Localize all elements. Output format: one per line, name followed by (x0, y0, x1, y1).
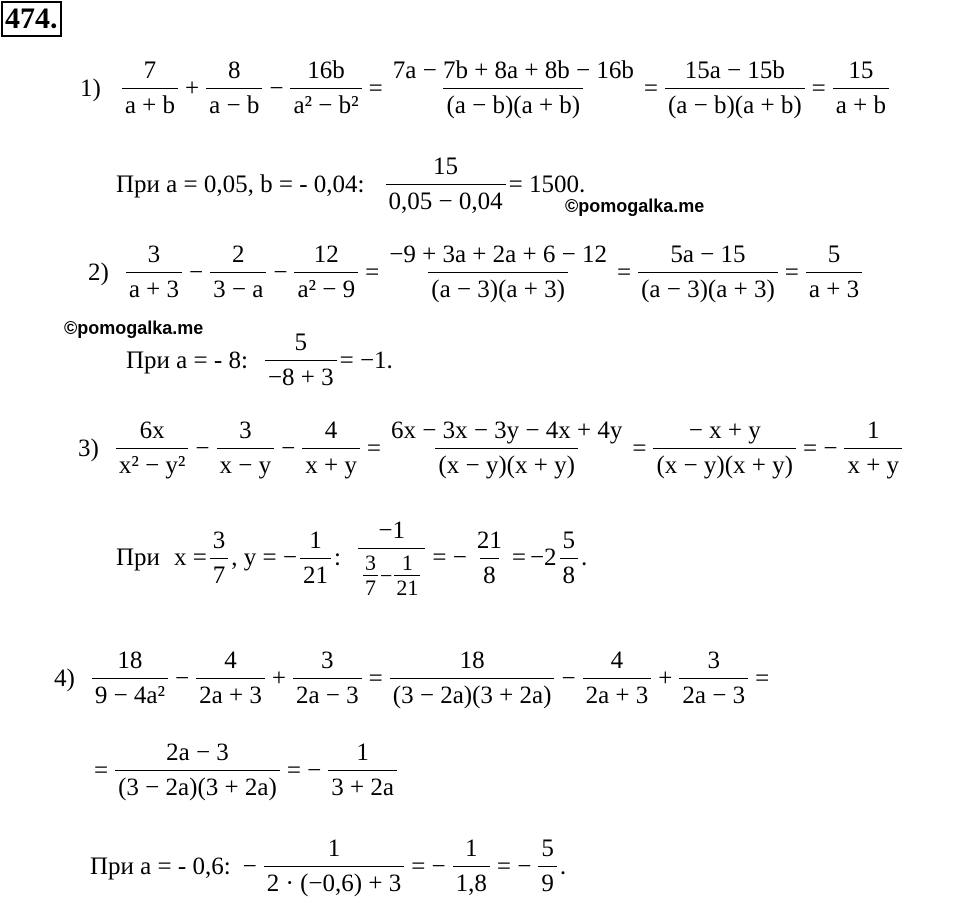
fraction (638, 240, 778, 305)
numerator: 6x − 3x − 3y − 4x + 4y (390, 417, 623, 444)
fraction (265, 328, 337, 393)
numerator: 8 (227, 57, 241, 84)
fraction (115, 738, 280, 803)
item-label: 4) (54, 664, 75, 692)
denominator: (a − 3)(a + 3) (428, 272, 568, 305)
result: = −1. (339, 346, 393, 374)
numerator: 4 (610, 647, 624, 674)
colon: : (334, 544, 341, 571)
denominator: $\frac{3}{7}$ − $\frac{1}{21}$ (358, 548, 425, 600)
fraction (474, 526, 505, 591)
fraction (294, 240, 358, 305)
numerator: 5a − 15 (670, 241, 746, 268)
denominator: a² − b² (290, 88, 361, 121)
numerator: 7a − 7b + 8a + 8b − 16b (392, 57, 634, 84)
fraction (210, 240, 266, 305)
denominator: a + 3 (806, 272, 862, 305)
fraction (653, 416, 796, 481)
numerator: 15a − 15b (684, 57, 785, 84)
fraction (583, 646, 652, 711)
denominator: 7 (364, 575, 376, 600)
denominator: x + y (844, 448, 902, 481)
fraction (328, 738, 397, 803)
problem-3-equation: 3) $\frac{6x}{\text{x² − y²}}$ − $\frac{3}{x - y}$ − $\frac{4}{x + y}$ = $\frac{6x - 3x - 3y - 4x + 4y}{(x - y)(x + y)}$ = $\frac{- x + y}{(x - y)(x + y)}$ = − $\frac{1}{x + y}$ (78, 416, 905, 481)
denominator: 7 (210, 558, 229, 591)
numerator: 7 (143, 57, 157, 84)
denominator: 2 · (−0,6) + 3 (264, 866, 404, 899)
fraction (116, 416, 189, 481)
fraction (290, 56, 361, 121)
denominator: x + y (302, 448, 360, 481)
denominator: a − b (206, 88, 262, 121)
fraction (679, 646, 748, 711)
denominator: x² − y² (116, 448, 189, 481)
y-equals: , y = − (231, 544, 297, 571)
problem-3-evaluation: При x = $\frac{3}{7}$ , y = − $\frac{1}{21}$ : −1 $\frac{3}{7}$ − $\frac{1}{21}$ = − $\frac{21}{8}$ = −2 $\frac{5}{8}$ . (116, 517, 588, 600)
numerator: 3 (147, 241, 161, 268)
problem-1-evaluation (116, 152, 585, 217)
numerator: 1 (401, 550, 413, 575)
numerator: 12 (313, 241, 339, 268)
problem-number: 474. (1, 1, 62, 37)
fraction (560, 526, 579, 591)
fraction (358, 516, 425, 600)
denominator: 8 (560, 558, 579, 591)
numerator: 3 (364, 550, 376, 575)
fraction (196, 646, 265, 711)
numerator: 1 (866, 417, 880, 444)
numerator: 3 (707, 647, 720, 674)
fraction (363, 551, 378, 600)
denominator: a² − 9 (294, 272, 358, 305)
fraction (390, 56, 637, 121)
denominator: 3 + 2a (328, 770, 397, 803)
fraction (806, 240, 862, 305)
numerator: 3 (239, 417, 252, 444)
denominator: (a − 3)(a + 3) (638, 272, 778, 305)
denominator: 21 (396, 575, 419, 600)
numerator: 5 (541, 835, 554, 862)
fraction (388, 416, 625, 481)
denominator: (3 − 2a)(3 + 2a) (390, 678, 555, 711)
problem-2-evaluation (126, 328, 393, 393)
denominator: x − y (217, 448, 275, 481)
x-equals: x = (173, 544, 207, 571)
watermark: ©pomogalka.me (565, 196, 705, 216)
numerator: 1 (309, 526, 322, 554)
denominator: 0,05 − 0,04 (386, 184, 506, 217)
denominator: a + 3 (126, 272, 182, 305)
fraction (453, 834, 490, 899)
item-label: 2) (88, 258, 109, 286)
whole-part: −2 (529, 544, 557, 571)
denominator: 2a − 3 (293, 678, 362, 711)
denominator: 2a + 3 (583, 678, 652, 711)
item-label: 1) (80, 74, 101, 102)
numerator: 2a − 3 (166, 739, 229, 766)
denominator: 9 − 4a² (92, 678, 168, 711)
denominator: 8 (480, 558, 499, 591)
numerator: 6x (139, 417, 165, 444)
numerator: − x + y (688, 417, 761, 444)
numerator: 3 (321, 647, 334, 674)
denominator: a + b (122, 88, 178, 121)
denominator: 3 − a (210, 272, 266, 305)
numerator: 5 (294, 329, 307, 356)
numerator: 15 (848, 57, 874, 84)
fraction (390, 646, 555, 711)
fraction (264, 834, 404, 899)
denominator: a + b (833, 88, 889, 121)
denominator: 2a + 3 (196, 678, 265, 711)
problem-1-equation: 1) $\frac{7}{a + b}$ + $\frac{8}{a - b}$ − $\frac{16b}{\text{a² − b²}}$ = $\frac{7a - 7b + 8a + 8b - 16b}{(a - b)(a + b)}$ = $\frac{15a - 15b}{(a - b)(a + b)}$ = $\frac{15}{a + b}$ (80, 56, 892, 121)
denominator: −8 + 3 (265, 360, 337, 393)
fraction (300, 526, 331, 591)
fraction (126, 240, 182, 305)
denominator: 21 (300, 558, 331, 591)
numerator: 18 (117, 647, 143, 674)
numerator: 1 (465, 835, 478, 862)
fraction (293, 646, 362, 711)
fraction (217, 416, 275, 481)
condition-text: При a = 0,05, b = - 0,04: (116, 170, 365, 198)
fraction (92, 646, 168, 711)
numerator: 1 (356, 739, 369, 766)
condition-text: При a = - 8: (126, 346, 248, 374)
fraction (210, 526, 229, 591)
item-label: 3) (78, 434, 99, 462)
fraction (386, 152, 506, 217)
fraction (394, 551, 420, 600)
denominator: (x − y)(x + y) (653, 448, 796, 481)
numerator: 1 (327, 835, 341, 862)
numerator: 16b (307, 57, 345, 84)
numerator: −9 + 3a + 2a + 6 − 12 (389, 241, 607, 268)
numerator: 2 (231, 241, 245, 268)
numerator: 18 (459, 647, 485, 674)
fraction (538, 834, 557, 899)
denominator: (3 − 2a)(3 + 2a) (115, 770, 280, 803)
denominator: (a − b)(a + b) (443, 88, 583, 121)
numerator: 5 (827, 241, 841, 268)
denominator: 1,8 (453, 866, 490, 899)
numerator: −1 (378, 517, 405, 544)
fraction (206, 56, 262, 121)
numerator: 21 (476, 526, 502, 554)
problem-4-equation: 4) $\frac{18}{\text{9 − 4a²}}$ − $\frac{4}{2a + 3}$ + $\frac{3}{2a - 3}$ = $\frac{18}{(3 - 2a)(3 + 2a)}$ − $\frac{4}{2a + 3}$ + $\frac{3}{2a - 3}$ = (54, 647, 770, 709)
numerator: 4 (224, 647, 237, 674)
denominator: 9 (538, 866, 557, 899)
fraction (665, 56, 805, 121)
fraction (122, 56, 178, 121)
numerator: 5 (562, 526, 576, 554)
numerator: 4 (324, 417, 338, 444)
result: = 1500. (508, 170, 586, 198)
problem-4-simplification: = $\frac{2a - 3}{(3 - 2a)(3 + 2a)}$ = − $\frac{1}{3 + 2a}$ (90, 738, 400, 803)
fraction (833, 56, 889, 121)
problem-4-evaluation: При a = - 0,6: − $\frac{1}{2 \cdot (-0,6) + 3}$ = − $\frac{1}{1,8}$ = − $\frac{5}{9}$ . (90, 835, 567, 897)
denominator: (a − b)(a + b) (665, 88, 805, 121)
denominator: (x − y)(x + y) (435, 448, 578, 481)
fraction (844, 416, 902, 481)
denominator: 2a − 3 (679, 678, 748, 711)
numerator: 3 (212, 526, 226, 554)
condition-text: При a = - 0,6: (90, 852, 231, 880)
numerator: 15 (433, 153, 459, 180)
problem-2-equation: 2) $\frac{3}{a + 3}$ − $\frac{2}{3 - a}$ − $\frac{12}{\text{a² − 9}}$ = $\frac{-9 + 3a + 2a + 6 - 12}{(a - 3)(a + 3)}$ = $\frac{5a - 15}{(a - 3)(a + 3)}$ = $\frac{5}{a + 3}$ (88, 240, 865, 305)
fraction (386, 240, 610, 305)
fraction (302, 416, 360, 481)
watermark: ©pomogalka.me (64, 318, 204, 338)
condition-text: При (116, 544, 160, 571)
